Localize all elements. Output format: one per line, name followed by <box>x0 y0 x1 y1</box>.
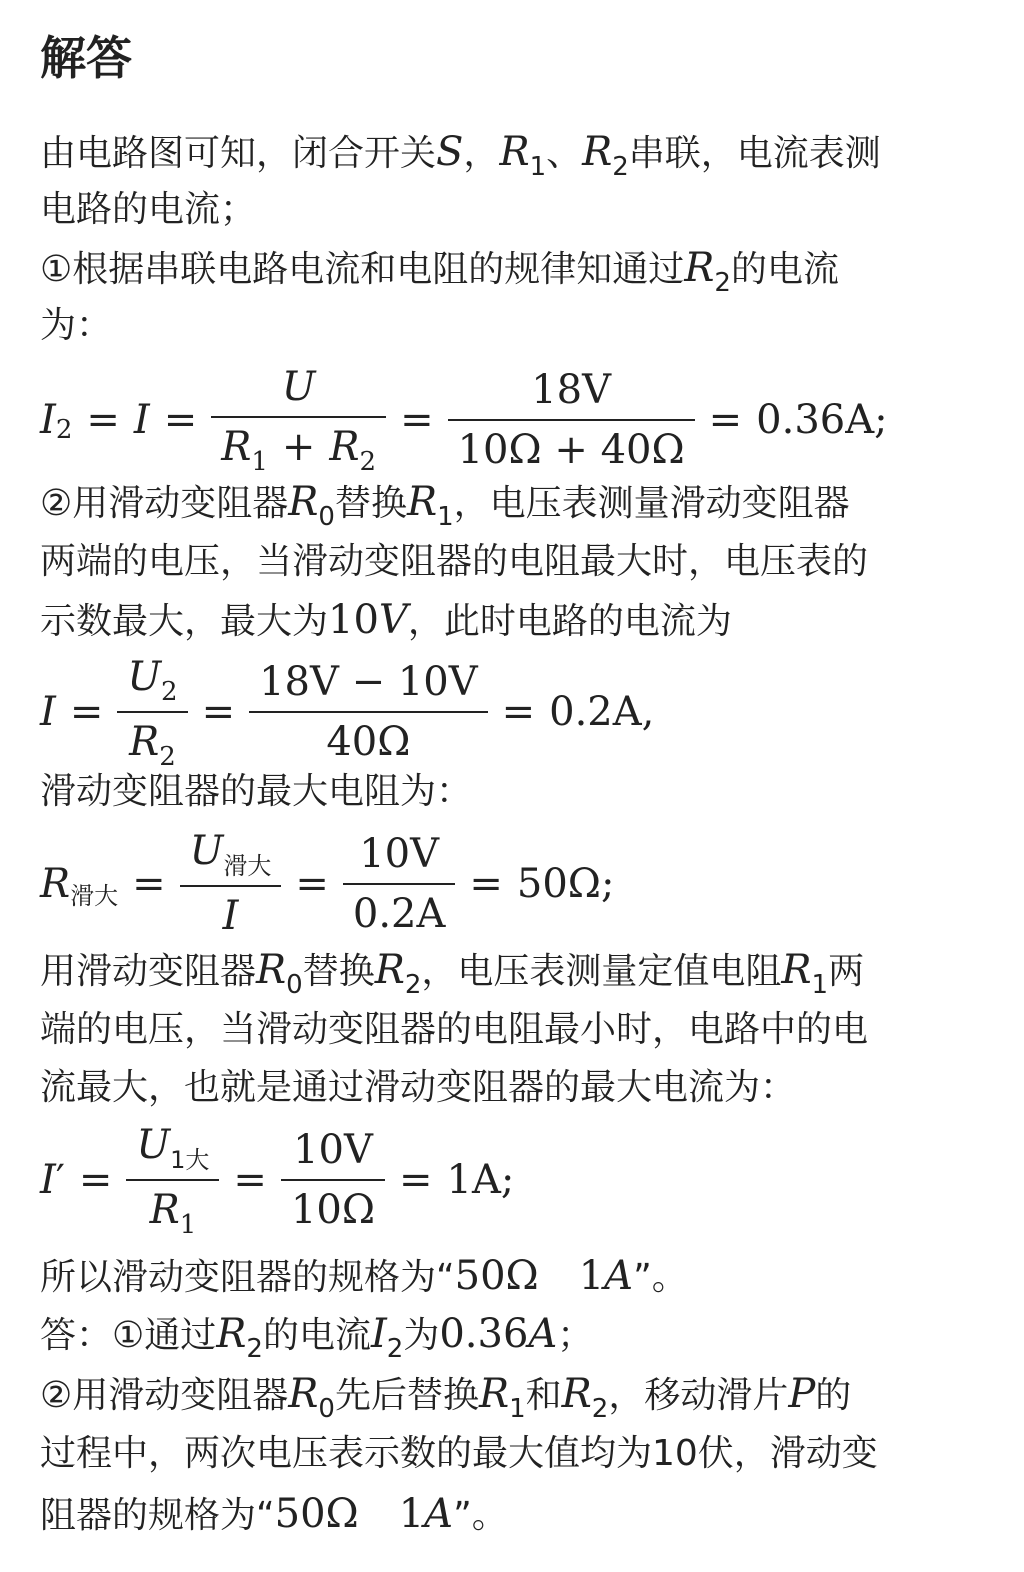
text: 用滑动变阻器 <box>40 951 257 992</box>
fraction <box>281 1125 385 1235</box>
subscript: 1 <box>509 1394 526 1424</box>
resistor-symbol: R <box>684 245 715 291</box>
equation-4 <box>40 1120 514 1240</box>
text: ”。 <box>633 1257 688 1298</box>
denominator: 10Ω + 40Ω <box>457 426 685 473</box>
text: ①根据串联电路电流和电阻的规律知通过 <box>40 249 685 290</box>
text-line-13 <box>40 1310 593 1363</box>
subscript: 2 <box>612 152 629 182</box>
text: 替换 <box>334 483 407 524</box>
text: 替换 <box>302 951 375 992</box>
eq-result: 50Ω; <box>516 860 615 907</box>
text: 的电流 <box>262 1315 371 1356</box>
text: 阻器的规格为“ <box>40 1495 275 1536</box>
equation-3 <box>40 826 614 941</box>
resistor-symbol: R <box>406 479 438 525</box>
eq-operator: = <box>201 689 236 735</box>
subscript: 2 <box>591 1394 609 1424</box>
text-line-3 <box>40 244 839 297</box>
denominator: I <box>222 893 239 939</box>
denominator: $R_2$ <box>129 719 176 772</box>
eq-symbol: I <box>40 689 56 735</box>
text: ②用滑动变阻器 <box>40 483 289 524</box>
resistor-symbol: R <box>256 947 287 993</box>
value: 10 <box>328 597 379 643</box>
denominator: $R_1$ <box>149 1187 197 1240</box>
resistor-symbol: R <box>582 129 613 175</box>
equation-1 <box>40 362 888 477</box>
text-line-8: 滑动变阻器的最大电阻为： <box>40 771 473 812</box>
text: ，电压表测量定值电阻 <box>421 951 782 992</box>
eq-result: 0.36A; <box>756 396 888 443</box>
resistor-symbol: R <box>499 129 530 175</box>
text: 所以滑动变阻器的规格为“ <box>40 1257 455 1298</box>
subscript: 2 <box>404 970 422 1000</box>
fraction <box>211 362 386 477</box>
numerator: 10V <box>293 1127 373 1173</box>
unit: A <box>424 1491 454 1537</box>
subscript: 1 <box>811 970 829 1000</box>
resistor-symbol: R <box>288 1371 319 1417</box>
resistor-symbol: R <box>561 1371 592 1417</box>
denominator: 0.2A <box>352 890 446 937</box>
eq-operator: = <box>78 1157 113 1203</box>
subscript: 1 <box>437 502 454 532</box>
text: 的 <box>815 1375 852 1416</box>
eq-symbol: I <box>133 396 150 443</box>
unit: V <box>378 597 408 643</box>
text: 和 <box>525 1375 562 1416</box>
subscript: 0 <box>318 1394 335 1424</box>
text: 、 <box>546 133 583 174</box>
subscript: 0 <box>318 502 335 532</box>
text: ，此时电路的电流为 <box>407 601 732 642</box>
fraction <box>126 1120 219 1240</box>
text-line-14 <box>40 1370 851 1423</box>
eq-operator: = <box>399 1157 433 1203</box>
numerator: $U_2$ <box>127 654 178 707</box>
eq-symbol: I <box>40 396 56 443</box>
text: 由电路图可知，闭合开关 <box>40 133 437 174</box>
text: 为 <box>403 1315 440 1356</box>
eq-operator: = <box>295 860 329 907</box>
eq-operator: = <box>132 860 166 907</box>
text-line-11: 流最大，也就是通过滑动变阻器的最大电流为： <box>40 1067 797 1108</box>
numerator: 10V <box>359 830 440 877</box>
text: 答：①通过 <box>40 1315 217 1356</box>
eq-result: 0.2A, <box>549 689 655 735</box>
eq-operator: = <box>708 396 743 443</box>
subscript: 1 <box>529 152 547 182</box>
subscript: 0 <box>286 970 303 1000</box>
text-line-15: 过程中，两次电压表示数的最大值均为10伏，滑动变 <box>40 1433 878 1474</box>
eq-operator: = <box>400 396 434 443</box>
text: ，电压表测量滑动变阻器 <box>453 483 850 524</box>
subscript: 滑大 <box>70 882 119 910</box>
denominator: $R_1 + R_2$ <box>221 424 377 477</box>
numerator: 18V − 10V <box>259 659 478 705</box>
text-line-10: 端的电压，当滑动变阻器的电阻最小时，电路中的电 <box>40 1009 869 1050</box>
slider-symbol: P <box>788 1371 816 1417</box>
resistor-symbol: R <box>288 479 319 525</box>
denominator: 40Ω <box>326 719 411 765</box>
fraction <box>180 826 282 941</box>
text: 示数最大，最大为 <box>40 601 329 642</box>
text-line-12 <box>40 1252 688 1302</box>
page-title: 解答 <box>40 31 132 85</box>
eq-symbol: R <box>40 860 71 907</box>
eq-operator: = <box>86 396 120 443</box>
numerator: $U_{滑大}$ <box>189 828 272 880</box>
text: ，移动滑片 <box>608 1375 789 1416</box>
text-line-2: 电路的电流； <box>40 189 257 230</box>
text-line-16 <box>40 1490 508 1540</box>
resistor-symbol: R <box>478 1371 510 1417</box>
numerator: U <box>281 364 316 410</box>
switch-symbol: S <box>436 129 464 175</box>
subscript: 2 <box>386 1334 404 1364</box>
text: ， <box>463 133 500 174</box>
text-line-9 <box>40 946 864 999</box>
text-line-4: 为： <box>40 305 113 346</box>
text: ； <box>557 1315 594 1356</box>
eq-operator: = <box>69 689 104 735</box>
equation-2 <box>40 652 654 772</box>
fraction <box>343 829 456 939</box>
text: 两 <box>828 951 865 992</box>
resistor-symbol: R <box>781 947 812 993</box>
eq-operator: = <box>233 1157 267 1203</box>
text-line-6: 两端的电压，当滑动变阻器的电阻最大时，电压表的 <box>40 541 869 582</box>
value: 50Ω 1 <box>454 1253 605 1299</box>
text: 先后替换 <box>334 1375 479 1416</box>
numerator: $U_{1大}$ <box>136 1122 210 1174</box>
eq-symbol: I <box>40 1157 56 1203</box>
text: 的电流 <box>730 249 839 290</box>
eq-operator: = <box>501 689 536 735</box>
current-symbol: I <box>370 1311 387 1357</box>
text-line-7 <box>40 596 732 646</box>
value: 50Ω 1 <box>274 1491 425 1537</box>
denominator: 10Ω <box>290 1187 375 1233</box>
unit: A <box>528 1311 558 1357</box>
subscript: 2 <box>55 414 73 445</box>
fraction <box>117 652 187 772</box>
resistor-symbol: R <box>374 947 405 993</box>
value: 0.36 <box>439 1311 529 1357</box>
fraction <box>249 657 488 767</box>
unit: A <box>604 1253 634 1299</box>
fraction <box>448 365 695 475</box>
numerator: 18V <box>531 366 612 413</box>
resistor-symbol: R <box>216 1311 247 1357</box>
text: ②用滑动变阻器 <box>40 1375 289 1416</box>
subscript: 2 <box>714 268 731 298</box>
subscript: 2 <box>246 1334 263 1364</box>
eq-result: 1A; <box>446 1157 515 1203</box>
eq-operator: = <box>469 860 503 907</box>
text: 串联，电流表测 <box>628 133 881 174</box>
text: ”。 <box>453 1495 508 1536</box>
eq-operator: = <box>163 396 198 443</box>
text-line-5 <box>40 478 850 531</box>
prime: ′ <box>55 1157 65 1203</box>
text-line-1 <box>40 128 881 181</box>
